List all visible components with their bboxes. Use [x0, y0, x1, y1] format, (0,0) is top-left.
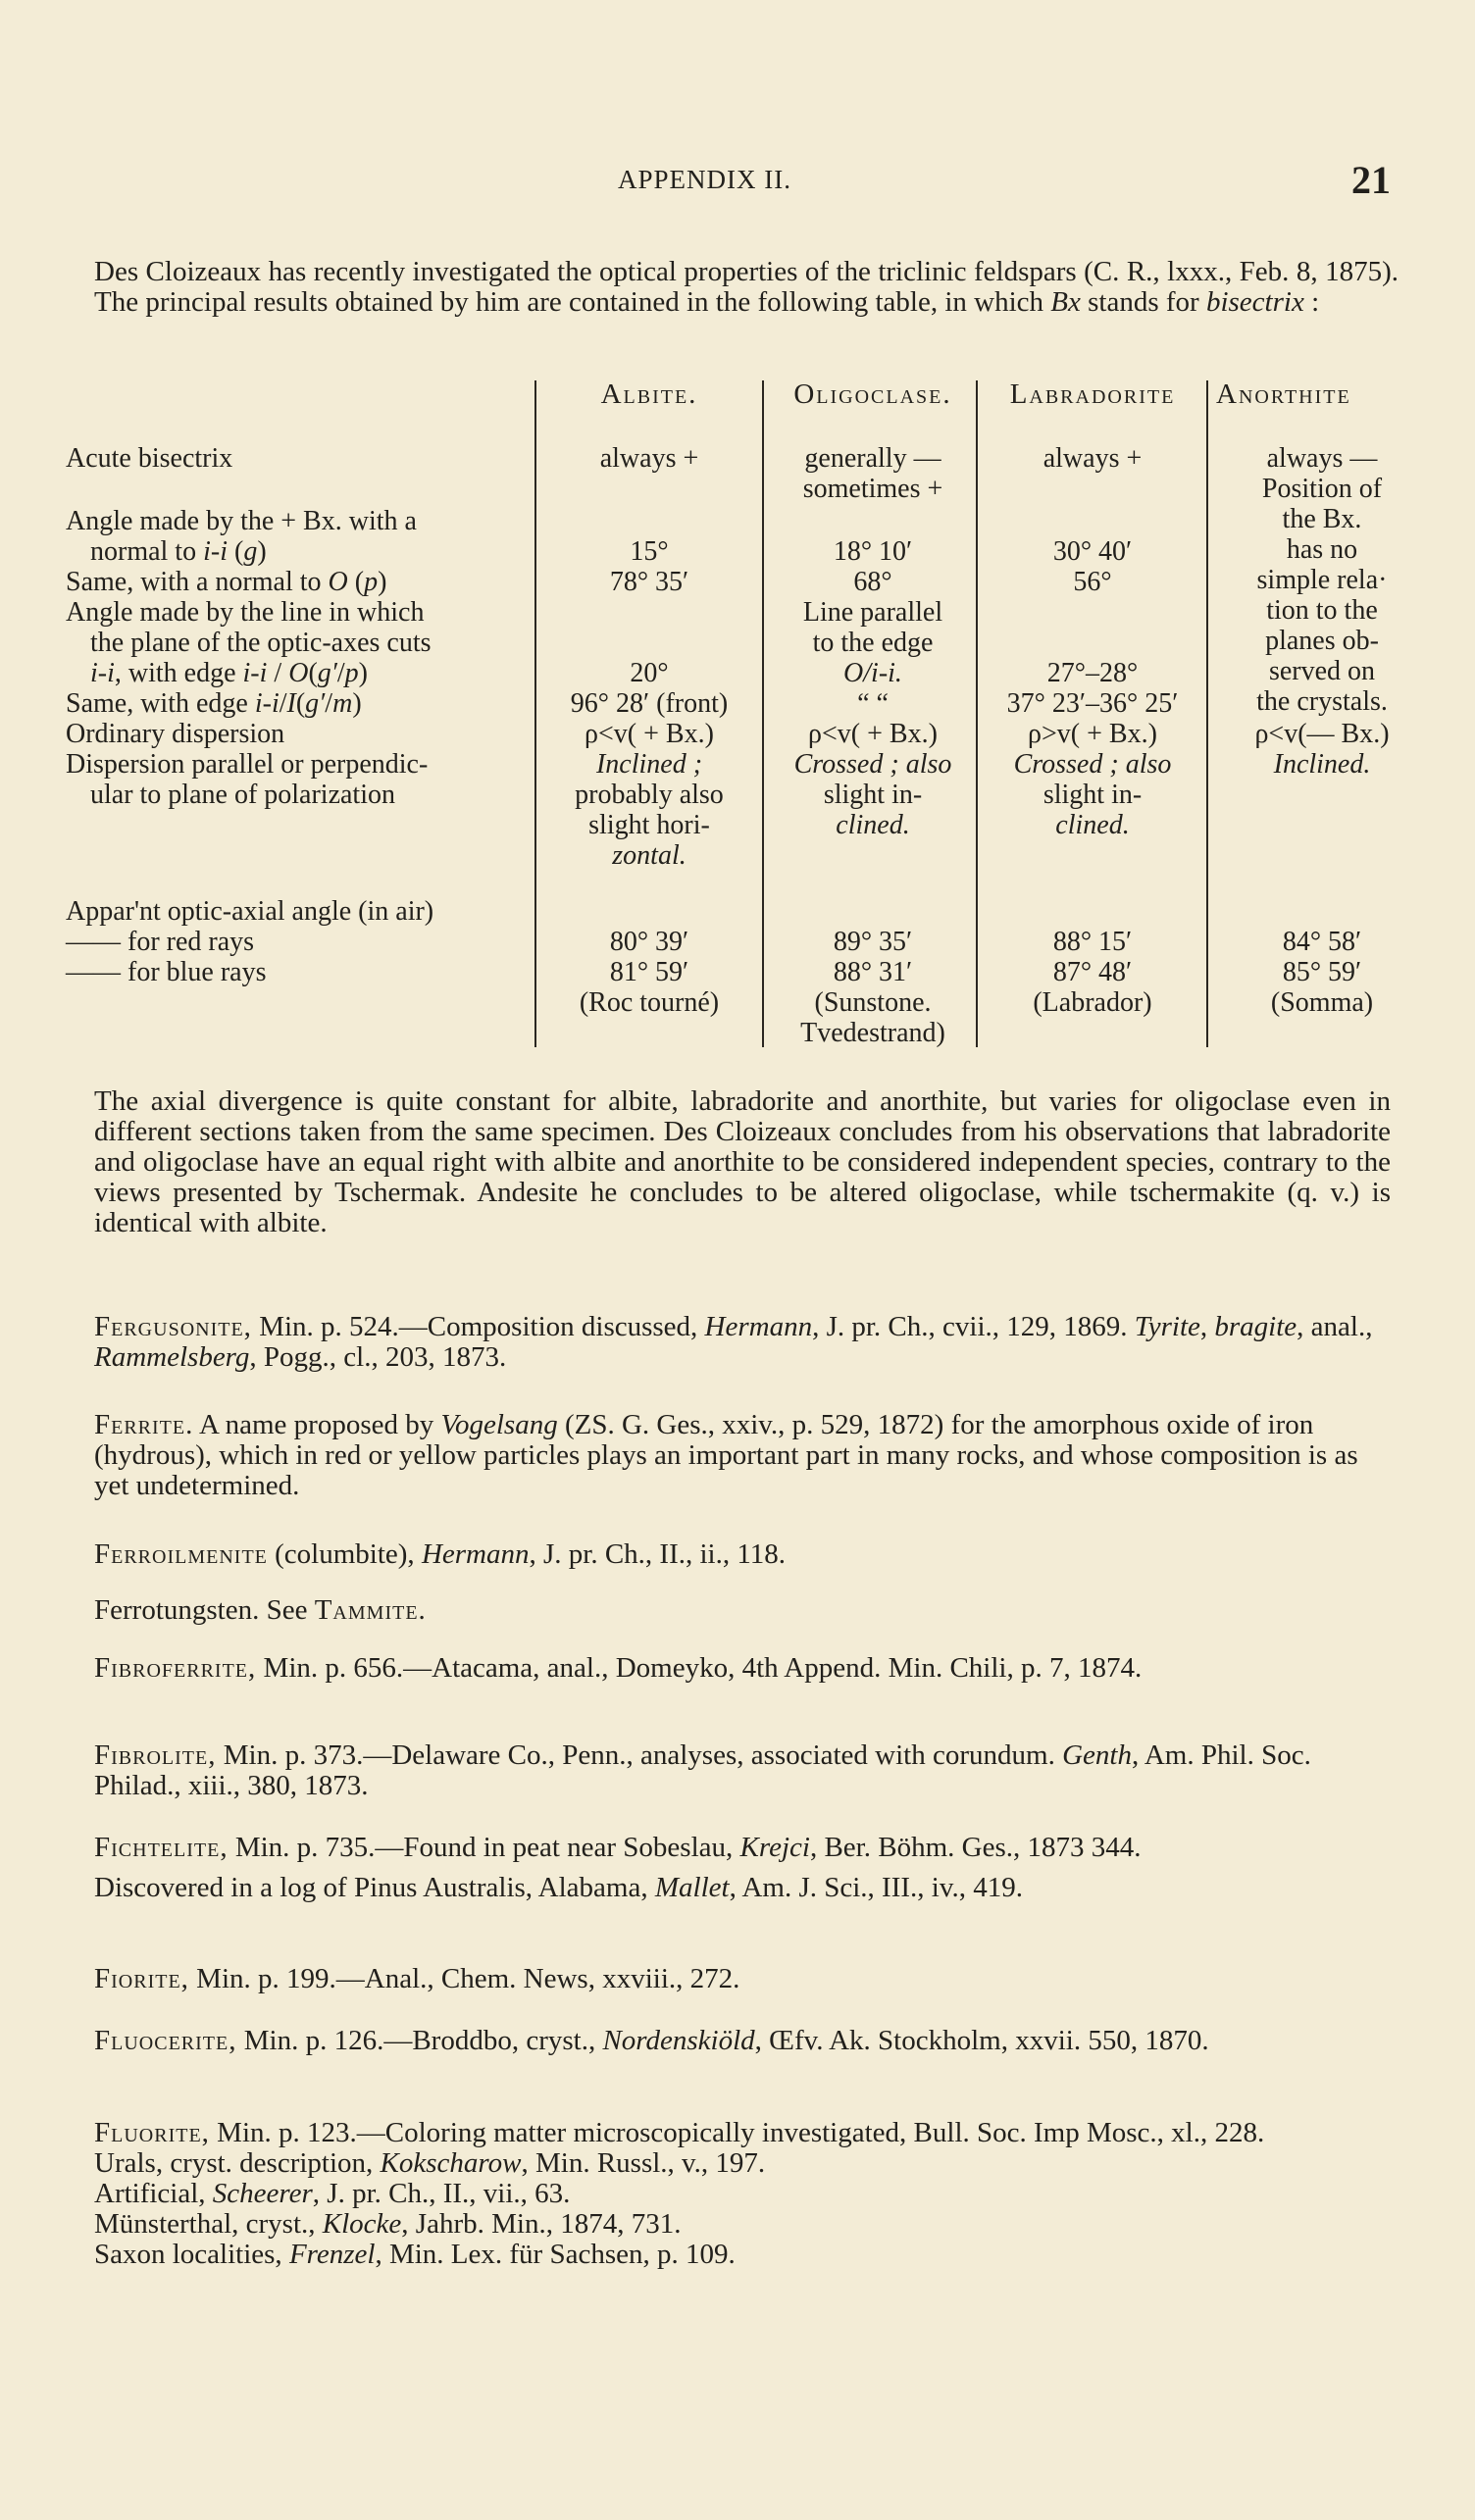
entry-fichtelite [94, 1833, 1391, 1903]
entry-text: , J. pr. Ch., cvii., 129, 1869. [812, 1311, 1135, 1342]
cell-oligoclase: Line parallel [802, 597, 943, 628]
cell-anorthite: ρ<v(— Bx.) [1254, 719, 1390, 749]
cell-oligoclase: “ “ [857, 688, 889, 719]
row-label: Same, with a normal to O (p) [66, 567, 387, 597]
row-label: Appar'nt optic-axial angle (in air) [66, 896, 434, 927]
cell-albite: 15° [630, 536, 669, 567]
cell-oligoclase: sometimes + [802, 474, 943, 504]
cell-anorthite: Inclined. [1273, 749, 1371, 780]
cell-albite: 81° 59′ [609, 957, 689, 987]
row-label: —— for blue rays [66, 957, 267, 987]
entry-text: Ferrotungsten. See [94, 1594, 315, 1626]
entry-text: , Am. J. Sci., III., iv., 419. [729, 1872, 1023, 1903]
row-label: Dispersion parallel or perpendic- [66, 749, 429, 780]
mineral-name: Tyrite [1134, 1311, 1200, 1342]
entry-name: Fiorite, [94, 1963, 189, 1994]
cell-anorthite: (Somma) [1270, 987, 1374, 1018]
intro-paragraph [94, 257, 1399, 318]
cell-oligoclase: (Sunstone. [814, 987, 932, 1018]
column-header-oligoclase: Oligoclase. [793, 378, 952, 410]
cell-oligoclase: slight in- [823, 780, 923, 810]
cell-albite: slight hori- [588, 810, 710, 840]
row-label: Same, with edge i-i/I(g′/m) [66, 688, 362, 719]
entry-text: , Pogg., cl., 203, 1873. [249, 1341, 507, 1373]
running-header: APPENDIX II. [618, 165, 791, 194]
cell-oligoclase: ρ<v( + Bx.) [808, 719, 938, 749]
entry-ferrite [94, 1410, 1391, 1501]
cell-labradorite: Crossed ; also [1013, 749, 1172, 780]
entry-text: Urals, cryst. description, [94, 2147, 381, 2179]
author-name: Nordenskiöld [602, 2025, 755, 2056]
intro-text-end: : [1303, 286, 1320, 318]
column-header-labradorite: Labradorite [1009, 378, 1176, 410]
row-label: Angle made by the line in which [66, 597, 425, 628]
mineral-name: bragite [1214, 1311, 1297, 1342]
row-label: the plane of the optic-axes cuts [90, 628, 432, 658]
cell-albite: probably also [575, 780, 724, 810]
author-name: Hermann [421, 1538, 530, 1570]
entry-fiorite [94, 1964, 1391, 1994]
entry-name: Fibroferrite, [94, 1652, 257, 1684]
entry-text: Discovered in a log of Pinus Australis, Alabama, [94, 1872, 655, 1903]
entry-name: Ferroilmenite [94, 1538, 268, 1570]
row-label: Angle made by the + Bx. with a [66, 506, 417, 536]
row-label: —— for red rays [66, 927, 255, 957]
entry-name: Fichtelite, [94, 1832, 229, 1863]
entry-text: Saxon localities, [94, 2239, 289, 2270]
entry-text: , Jahrb. Min., 1874, 731. [401, 2208, 682, 2240]
cell-anorthite: Position of [1261, 474, 1383, 504]
cell-oligoclase: to the edge [812, 628, 934, 658]
cell-oligoclase: Tvedestrand) [800, 1018, 945, 1048]
row-label: normal to i-i (g) [90, 536, 267, 567]
axial-divergence-paragraph: The axial divergence is quite constant for albite, labradorite and anorthite, but varies for oligoclase even in different sections taken from the same specimen. Des Cloizeaux concludes from his observations that labradorite and oligoclase have an equal right with albite and anorthite to be considered independent species, contrary to the views presented by Tschermak. Andesite he concludes to be altered oligoclase, while tschermakite (q. v.) is identical with albite. [94, 1085, 1391, 1238]
cell-albite: (Roc tourné) [579, 987, 720, 1018]
entry-text: Min. p. 373.—Delaware Co., Penn., analyses, associated with corundum. [216, 1739, 1063, 1771]
column-header-anorthite: Anorthite [1216, 378, 1351, 410]
entry-text: A name proposed by [193, 1409, 441, 1440]
cell-oligoclase: 68° [853, 567, 892, 597]
entry-fluorite [94, 2118, 1391, 2270]
cell-albite: 20° [630, 658, 669, 688]
cell-albite: 78° 35′ [609, 567, 689, 597]
entry-fergusonite [94, 1312, 1391, 1373]
cell-albite: zontal. [612, 840, 687, 871]
author-name: Frenzel [288, 2239, 376, 2270]
cell-albite: always + [599, 443, 699, 474]
cell-labradorite: ρ>v( + Bx.) [1028, 719, 1157, 749]
cell-anorthite: the Bx. [1282, 504, 1362, 534]
entry-fibroferrite [94, 1653, 1391, 1684]
column-rule [1206, 380, 1208, 1047]
entry-text: Min. p. 126.—Broddbo, cryst., [236, 2025, 603, 2056]
entry-name: Ferrite. [94, 1409, 194, 1440]
cell-anorthite: served on [1268, 656, 1376, 686]
cell-oligoclase: 89° 35′ [833, 927, 913, 957]
row-label: Ordinary dispersion [66, 719, 285, 749]
column-rule [762, 380, 764, 1047]
cell-labradorite: 56° [1073, 567, 1112, 597]
cell-labradorite: 88° 15′ [1052, 927, 1133, 957]
cell-oligoclase: 18° 10′ [833, 536, 913, 567]
cell-oligoclase: O/i-i. [843, 658, 902, 688]
column-rule [976, 380, 978, 1047]
cell-labradorite: always + [1043, 443, 1143, 474]
entry-text: Min. p. 735.—Found in peat near Sobeslau, [228, 1832, 740, 1863]
entry-fluocerite [94, 2026, 1391, 2056]
entry-text: Min. p. 123.—Coloring matter microscopically investigated, Bull. Soc. Imp Mosc., xl., 228. [209, 2117, 1265, 2148]
entry-text: Artificial, [94, 2178, 213, 2209]
author-name: Klocke [322, 2208, 402, 2240]
cell-albite: 80° 39′ [609, 927, 689, 957]
author-name: Kokscharow [380, 2147, 522, 2179]
entry-text: , Min. Russl., v., 197. [521, 2147, 766, 2179]
entry-name: Fluorite, [94, 2117, 210, 2148]
cell-oligoclase: Crossed ; also [793, 749, 952, 780]
author-name: Krejci [739, 1832, 810, 1863]
intro-bisectrix: bisectrix [1205, 286, 1304, 318]
entry-name: Fergusonite, [94, 1311, 252, 1342]
author-name: Vogelsang [440, 1409, 558, 1440]
cell-anorthite: 84° 58′ [1282, 927, 1362, 957]
cell-anorthite: the crystals. [1256, 686, 1388, 717]
entry-text: , Ber. Böhm. Ges., 1873 344. [809, 1832, 1142, 1863]
cell-labradorite: slight in- [1043, 780, 1143, 810]
cell-oligoclase: 88° 31′ [833, 957, 913, 987]
cell-anorthite: planes ob- [1265, 626, 1379, 656]
entry-text: Min. p. 656.—Atacama, anal., Domeyko, 4th Append. Min. Chili, p. 7, 1874. [256, 1652, 1143, 1684]
author-name: Mallet [654, 1872, 730, 1903]
entry-ferroilmenite [94, 1539, 1391, 1570]
cell-labradorite: 37° 23′–36° 25′ [1006, 688, 1179, 719]
cell-albite: ρ<v( + Bx.) [585, 719, 714, 749]
entry-text: (ZS. G. Ges., xxiv., p. 529, 1872) for the amorphous oxide of iron (hydrous), which in red or yellow particles plays an important part in many rocks, and whose composition is as yet undetermined. [94, 1409, 1358, 1501]
entry-text: , Œfv. Ak. Stockholm, xxvii. 550, 1870. [754, 2025, 1209, 2056]
cell-labradorite: 30° 40′ [1052, 536, 1133, 567]
cell-labradorite: (Labrador) [1033, 987, 1152, 1018]
intro-text-mid: stands for [1080, 286, 1206, 318]
column-header-albite: Albite. [600, 378, 698, 410]
entry-text: , Min. Lex. für Sachsen, p. 109. [375, 2239, 736, 2270]
cell-anorthite: has no [1286, 534, 1358, 565]
cell-albite: 96° 28′ (front) [570, 688, 729, 719]
entry-text: , Am. Phil. Soc. Philad., xiii., 380, 1873. [94, 1739, 1311, 1801]
entry-name: Fibrolite, [94, 1739, 217, 1771]
cell-labradorite: clined. [1055, 810, 1130, 840]
cell-anorthite: simple rela· [1256, 565, 1388, 595]
author-name: Hermann [704, 1311, 813, 1342]
author-name: Scheerer [212, 2178, 313, 2209]
entry-text: , [1199, 1311, 1215, 1342]
entry-text: Min. p. 199.—Anal., Chem. News, xxviii., 272. [188, 1963, 740, 1994]
entry-text: , J. pr. Ch., II., ii., 118. [529, 1538, 787, 1570]
entry-text: , J. pr. Ch., II., vii., 63. [312, 2178, 571, 2209]
author-name: Genth [1062, 1739, 1132, 1771]
cell-oligoclase: clined. [836, 810, 910, 840]
column-rule [534, 380, 536, 1047]
author-name: Rammelsberg [94, 1341, 250, 1373]
cell-anorthite: tion to the [1266, 595, 1378, 626]
row-label: i-i, with edge i-i / O(g′/p) [90, 658, 368, 688]
entry-ferrotungsten [94, 1595, 1391, 1626]
entry-text: Min. p. 524.—Composition discussed, [251, 1311, 705, 1342]
entry-text: (columbite), [267, 1538, 422, 1570]
cell-labradorite: 87° 48′ [1052, 957, 1133, 987]
row-label: Acute bisectrix [66, 443, 233, 474]
entry-fibrolite [94, 1740, 1391, 1801]
cell-oligoclase: generally — [804, 443, 941, 474]
cell-anorthite: 85° 59′ [1282, 957, 1362, 987]
cell-anorthite: always — [1266, 443, 1378, 474]
page-number: 21 [1351, 158, 1391, 202]
row-label: ular to plane of polarization [90, 780, 395, 810]
intro-bx: Bx [1050, 286, 1081, 318]
entry-text: , anal., [1297, 1311, 1373, 1342]
intro-text: Des Cloizeaux has recently investigated the optical properties of the triclinic feldspars (C. R., lxxx., Feb. 8, 1875). The principal results obtained by him are contained in the following table, in which [94, 256, 1399, 318]
cell-labradorite: 27°–28° [1046, 658, 1139, 688]
entry-name: Fluocerite, [94, 2025, 237, 2056]
entry-text: Münsterthal, cryst., [94, 2208, 323, 2240]
cell-albite: Inclined ; [595, 749, 703, 780]
entry-name: Tammite. [314, 1594, 427, 1626]
